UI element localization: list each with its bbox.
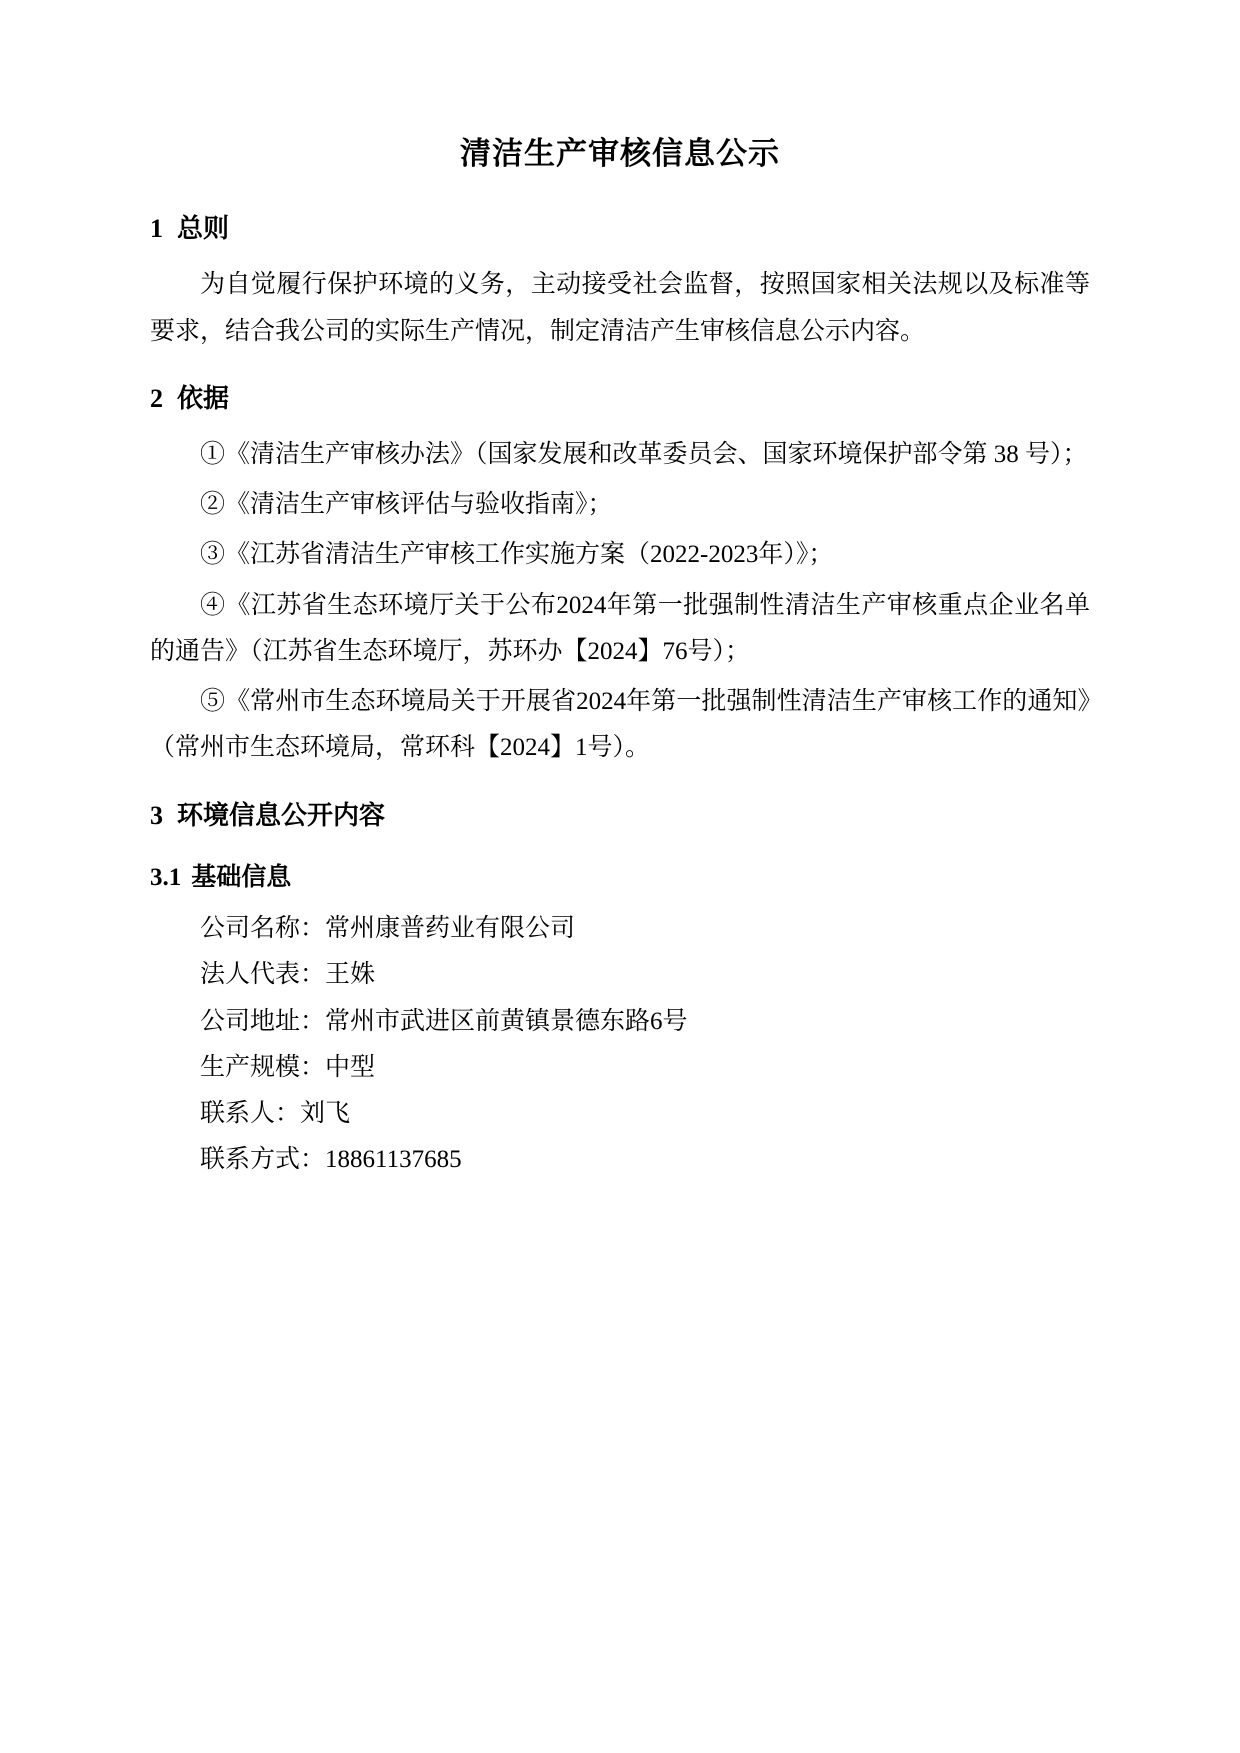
- section-title-1: 总则: [177, 214, 230, 244]
- section-2-paragraph-1: ①《清洁生产审核办法》（国家发展和改革委员会、国家环境保护部令第 38 号）；: [200, 440, 1088, 468]
- list-item: 联系人：刘飞: [200, 1100, 351, 1128]
- section-heading-2: [150, 379, 1090, 418]
- section-title-2: 依据: [177, 383, 230, 413]
- section-2-paragraph-3: ③《江苏省清洁生产审核工作实施方案（2022-2023年）》；: [200, 541, 834, 569]
- section-2-paragraph-4: ④《江苏省生态环境厅关于公布2024年第一批强制性清洁生产审核重点企业名单的通告》（江苏省生态环境厅，苏环办【2024】76号）；: [150, 591, 1090, 665]
- subsection-number-3-1: 3.1: [150, 863, 182, 891]
- section-2-paragraph-2: ②《清洁生产审核评估与验收指南》；: [200, 491, 613, 519]
- page-title: 清洁生产审核信息公示: [460, 136, 780, 171]
- section-number-1: 1: [150, 214, 163, 244]
- section-1-paragraph-1: 为自觉履行保护环境的义务，主动接受社会监督，按照国家相关法规以及标准等要求，结合我公司的实际生产情况，制定清洁产生审核信息公示内容。: [150, 271, 1090, 345]
- section-number-3: 3: [150, 800, 163, 830]
- subsection-title-3-1: 基础信息: [191, 863, 292, 891]
- section-number-2: 2: [150, 383, 163, 413]
- section-2-paragraph-5: ⑤《常州市生态环境局关于开展省2024年第一批强制性清洁生产审核工作的通知》（常州市生态环境局，常环科【2024】1号）。: [150, 688, 1090, 762]
- list-item: 法人代表：王姝: [200, 961, 376, 989]
- list-item: 公司名称：常州康普药业有限公司: [200, 915, 576, 943]
- list-item: 生产规模：中型: [200, 1053, 376, 1081]
- list-item: 联系方式：18861137685: [200, 1146, 462, 1174]
- subsection-heading-3-1: [150, 859, 1090, 897]
- basic-info-list: [150, 906, 1090, 1184]
- list-item: 公司地址：常州市武进区前黄镇景德东路6号: [200, 1007, 688, 1035]
- section-heading-1: [150, 209, 1090, 248]
- section-title-3: 环境信息公开内容: [177, 800, 386, 830]
- section-heading-3: [150, 796, 1090, 835]
